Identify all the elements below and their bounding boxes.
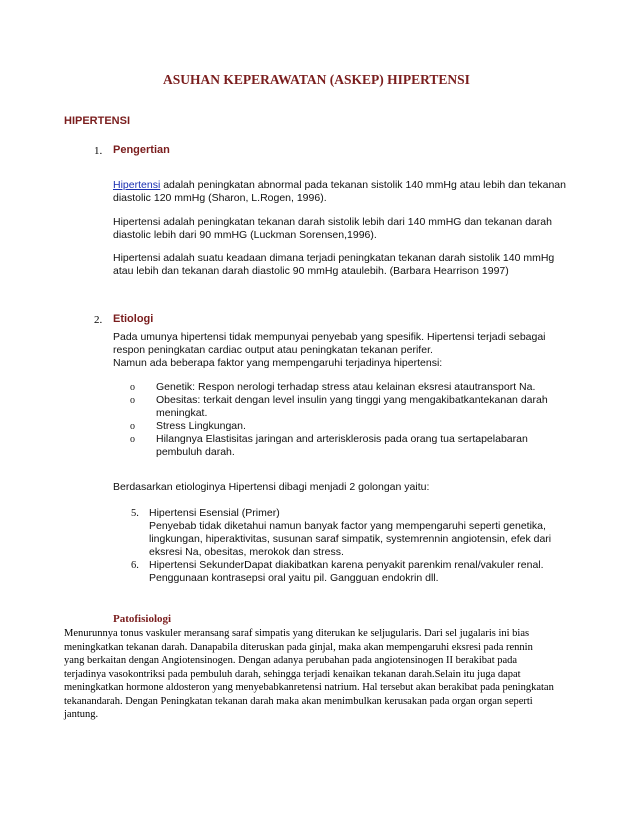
page-title: ASUHAN KEPERAWATAN (ASKEP) HIPERTENSI [163,72,470,87]
list-item [131,559,556,585]
etiologi-heading: Etiologi [113,313,154,325]
list-item-text: Obesitas: terkait dengan level insulin yang tinggi yang mengakibatkantekanan darah meningkat. [156,394,548,419]
paragraph-line: Menurunnya tonus vaskuler meransang saraf simpatis yang diterukan ke seljugularis. Dari sel jugalaris ini bias [64,628,530,639]
etiologi-factor-list [130,381,560,459]
section-heading: HIPERTENSI [64,115,131,127]
paragraph-line: terjadinya vasokontriksi pada pembuluh darah, sehingga terjadi kenaikan tekanan darah.Selain itu juga dapat [64,668,521,680]
type-label: Hipertensi Esensial (Primer) [149,507,280,519]
bullet-icon: o [130,434,135,445]
type-description: Penyebab tidak diketahui namun banyak factor yang mempengaruhi seperti genetika, lingkungan, hiperaktivitas, susunan saraf simpatik, systemrennin angiotensin, efek dari eksresi Na, obesitas, merokok dan stress. [149,520,552,558]
bullet-icon: o [130,395,135,406]
patofisiologi-paragraph [64,627,574,722]
list-item-text: Hilangnya Elastisitas jaringan and arterisklerosis pada orang tua sertapelabaran pembuluh darah. [156,433,528,458]
list-item [130,420,560,433]
paragraph-line: yang berkaitan dengan Angiotensinogen. Dengan adanya perubahan pada angiotensinogen II berakibat pada [64,655,518,666]
paragraph-line: jantung. [64,709,99,720]
type-description: Penggunaan kontrasepsi oral yaitu pil. Gangguan endokrin dll. [149,572,439,584]
pengertian-paragraph-3: Hipertensi adalah suatu keadaan dimana terjadi peningkatan tekanan darah sistolik 140 mmHg atau lebih dan tekanan darah diastolic 90 mmHg ataulebih. (Barbara Hearrison 1997) [113,252,555,277]
etiologi-paragraph-1: Pada umunya hipertensi tidak mempunyai penyebab yang spesifik. Hipertensi terjadi sebagai respon peningkatan cardiac output atau peningkatan tekanan perifer. [113,331,546,356]
etiologi-paragraph-2: Namun ada beberapa faktor yang mempengaruhi terjadinya hipertensi: [113,357,443,369]
bullet-icon: o [130,421,135,432]
pengertian-paragraph-2: Hipertensi adalah peningkatan tekanan darah sistolik lebih dari 140 mmHG dan tekanan darah diastolic lebih dari 90 mmHG (Luckman Sorensen,1996). [113,216,552,241]
pengertian-paragraph-1 [113,179,573,205]
list-item [130,381,560,394]
list-item [131,507,556,559]
bullet-icon: o [130,382,135,393]
pengertian-paragraph-1-text: adalah peningkatan abnormal pada tekanan sistolik 140 mmHg atau lebih dan tekanan diastolic 120 mmHg (Sharon, L.Rogen, 1996). [113,179,566,204]
list-item-text: Stress Lingkungan. [156,420,246,432]
list-item-text: Genetik: Respon nerologi terhadap stress atau kelainan eksresi atautransport Na. [156,381,536,393]
patofisiologi-heading: Patofisiologi [113,613,172,625]
type-label: Hipertensi SekunderDapat diakibatkan karena penyakit parenkim renal/vakuler renal. [149,559,544,571]
hipertensi-types-list [131,507,556,585]
paragraph-line: meningkatkan hormone aldosteron yang menyebabkanretensi natrium. Hal tersebut akan berakibat pada peningkatan [64,682,554,693]
list-number-1: 1. [94,145,103,157]
pengertian-heading: Pengertian [113,144,170,156]
list-item [130,433,560,459]
etiologi-paragraph-3: Berdasarkan etiologinya Hipertensi dibagi menjadi 2 golongan yaitu: [113,481,430,493]
hipertensi-link[interactable]: Hipertensi [113,179,161,191]
list-item-number: 5. [131,508,139,519]
list-item-number: 6. [131,560,139,571]
list-number-2: 2. [94,314,103,326]
paragraph-line: meningkatkan tekanan darah. Danapabila diteruskan pada ginjal, maka akan mempengaruhi eksresi pada rennin [64,641,533,653]
list-item [130,394,560,420]
paragraph-line: tekanandarah. Dengan Peningkatan tekanan darah maka akan menimbulkan kerusakan pada organ organ seperti [64,695,533,707]
